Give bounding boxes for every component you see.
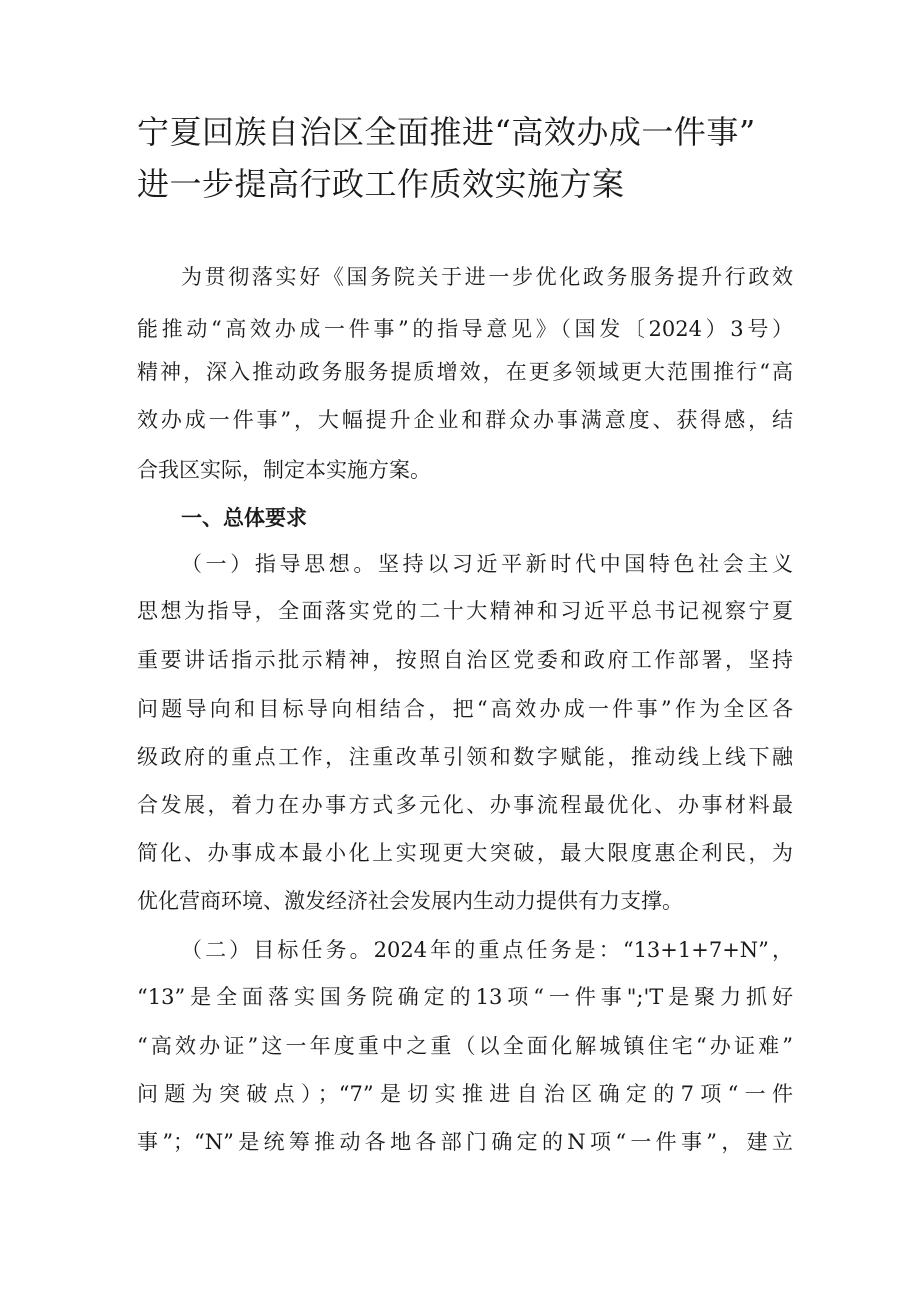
guiding-line: （一）指导思想。坚持以习近平新时代中国特色社会主义 bbox=[181, 552, 793, 576]
section-heading: 一、总体要求 bbox=[181, 506, 307, 530]
guiding-line: 思想为指导，全面落实党的二十大精神和习近平总书记视察宁夏 bbox=[137, 599, 793, 623]
guiding-line: 级政府的重点工作，注重改革引领和数字赋能，推动线上线下融 bbox=[137, 745, 793, 769]
guiding-line: 简化、办事成本最小化上实现更大突破，最大限度惠企利民，为 bbox=[137, 841, 793, 865]
guiding-line: 合发展，着力在办事方式多元化、办事流程最优化、办事材料最 bbox=[137, 793, 793, 817]
goals-line: 问题为突破点）；“7”是切实推进自治区确定的7项“一件 bbox=[137, 1082, 793, 1106]
goals-line: 事”；“N”是统筹推动各地各部门确定的N项“一件事”，建立 bbox=[137, 1130, 793, 1154]
intro-line: 精神，深入推动政务服务提质增效，在更多领域更大范围推行“高 bbox=[137, 360, 793, 384]
intro-line: 能推动“高效办成一件事”的指导意见》（国发〔2024）3号） bbox=[137, 317, 793, 341]
goals-line: “13”是全面落实国务院确定的13项“一件事";'T是聚力抓好 bbox=[137, 985, 793, 1009]
guiding-line: 问题导向和目标导向相结合，把“高效办成一件事”作为全区各 bbox=[137, 697, 793, 721]
document-title-line-1: 宁夏回族自治区全面推进“高效办成一件事” bbox=[137, 113, 756, 151]
intro-line: 合我区实际，制定本实施方案。 bbox=[137, 458, 431, 482]
document-title-line-2: 进一步提高行政工作质效实施方案 bbox=[137, 165, 625, 203]
goals-line: （二）目标任务。2024年的重点任务是：“13+1+7+N”， bbox=[181, 938, 793, 962]
intro-line: 为贯彻落实好《国务院关于进一步优化政务服务提升行政效 bbox=[181, 265, 793, 289]
intro-line: 效办成一件事”，大幅提升企业和群众办事满意度、获得感，结 bbox=[137, 408, 793, 432]
guiding-line: 优化营商环境、激发经济社会发展内生动力提供有力支撑。 bbox=[137, 889, 683, 913]
guiding-line: 重要讲话指示批示精神，按照自治区党委和政府工作部署，坚持 bbox=[137, 648, 793, 672]
goals-line: “高效办证”这一年度重中之重（以全面化解城镇住宅“办证难” bbox=[137, 1034, 793, 1058]
